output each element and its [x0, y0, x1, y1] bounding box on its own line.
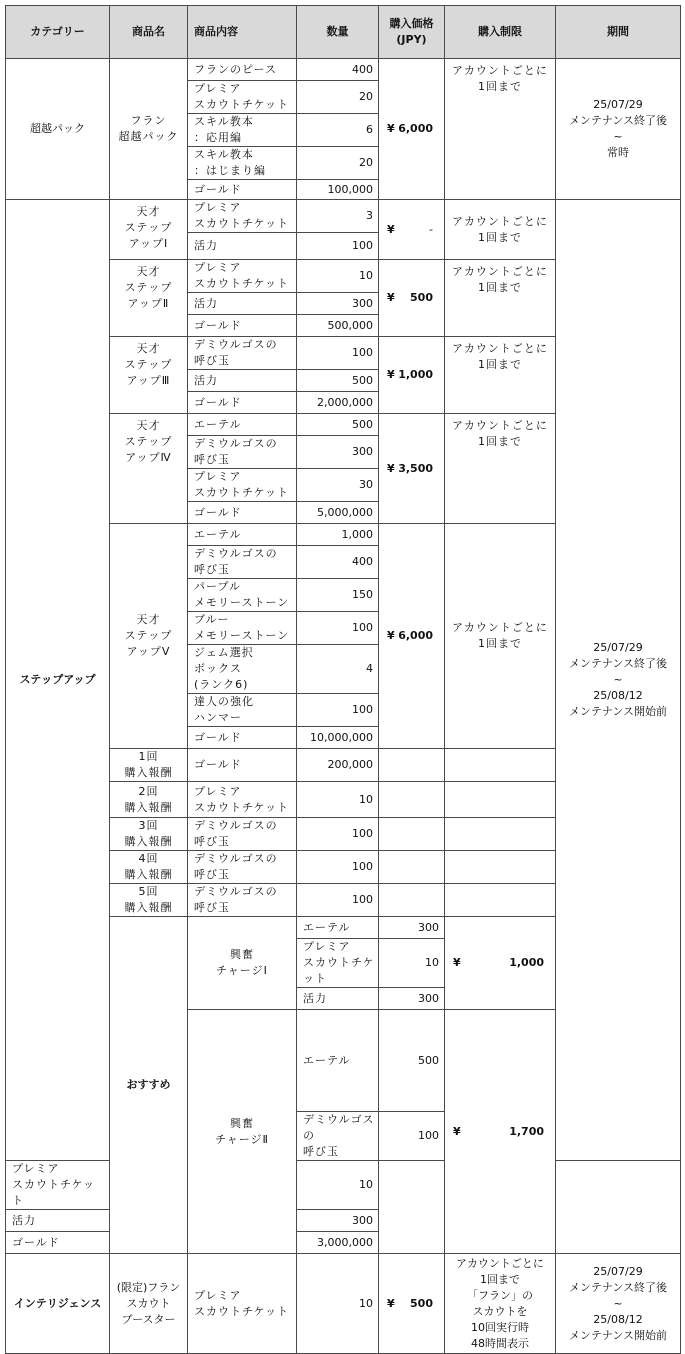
limit-cell: アカウントごとに 1回まで	[445, 260, 556, 337]
currency-symbol: ¥	[387, 291, 395, 304]
item-name: デミウルゴスの 呼び玉	[188, 337, 297, 370]
item-name: エーテル	[188, 414, 297, 436]
shop-table	[5, 5, 681, 1354]
header-category: カテゴリー	[6, 6, 110, 59]
item-qty: 10	[379, 939, 445, 988]
item-name: ゴールド	[188, 727, 297, 749]
item-name: 活力	[188, 233, 297, 260]
item-qty: 300	[379, 917, 445, 939]
price-value: 1,000	[398, 368, 433, 381]
price-cell-empty	[379, 884, 445, 917]
item-qty: 200,000	[297, 749, 379, 782]
currency-symbol: ¥	[387, 222, 395, 236]
item-qty: 300	[379, 988, 445, 1010]
currency-symbol: ¥	[387, 461, 395, 475]
product-cell: 天才 ステップ アップⅣ	[110, 414, 188, 524]
item-name: デミウルゴスの 呼び玉	[188, 884, 297, 917]
item-qty: 100	[297, 818, 379, 851]
item-qty: 100	[297, 694, 379, 727]
item-qty: 100	[297, 884, 379, 917]
header-contents: 商品内容	[188, 6, 297, 59]
item-name: エーテル	[188, 524, 297, 546]
item-qty: 10	[297, 782, 379, 818]
product-cell: 天才 ステップ アップⅠ	[110, 200, 188, 260]
item-qty: 500	[297, 414, 379, 436]
reward-product: 3回 購入報酬	[110, 818, 188, 851]
item-name: 活力	[297, 988, 379, 1010]
price-cell	[379, 260, 445, 337]
item-qty: 6	[297, 114, 379, 147]
period-cell: 25/07/29 メンテナンス終了後 ~ 常時	[556, 59, 681, 200]
item-qty: 400	[297, 546, 379, 579]
item-name: デミウルゴスの 呼び玉	[188, 851, 297, 884]
category-cell: ステップアップ	[6, 200, 110, 1161]
item-name: プレミア スカウトチケット	[188, 260, 297, 293]
reward-product: 1回 購入報酬	[110, 749, 188, 782]
period-cell: 25/07/29 メンテナンス終了後 ~ 25/08/12 メンテナンス開始前	[556, 1254, 681, 1354]
price-value: 1,000	[509, 956, 544, 969]
item-qty: 5,000,000	[297, 502, 379, 524]
item-qty: 500	[379, 1010, 445, 1112]
limit-cell: アカウントごとに 1回まで	[445, 337, 556, 414]
price-value: 500	[410, 291, 433, 304]
item-name: 達人の強化 ハンマー	[188, 694, 297, 727]
item-qty: 20	[297, 81, 379, 114]
item-name: プレミア スカウトチケット	[188, 1254, 297, 1354]
limit-cell-empty	[445, 851, 556, 884]
price-cell	[379, 1254, 445, 1354]
limit-cell: アカウントごとに 1回まで	[445, 200, 556, 260]
item-name: ゴールド	[188, 392, 297, 414]
table-row	[6, 59, 681, 81]
category-cell: 超越パック	[6, 59, 110, 200]
currency-symbol: ¥	[387, 629, 395, 642]
price-cell	[379, 414, 445, 524]
item-qty: 100	[379, 1112, 445, 1161]
price-cell	[379, 59, 445, 200]
item-name: ゴールド	[188, 315, 297, 337]
item-name: 活力	[188, 293, 297, 315]
item-name: 活力	[188, 370, 297, 392]
limit-cell: アカウントごとに 1回まで	[445, 414, 556, 524]
item-name: 活力	[6, 1210, 110, 1232]
item-name: デミウルゴスの 呼び玉	[297, 1112, 379, 1161]
item-qty: 10	[297, 260, 379, 293]
item-name: ゴールド	[6, 1232, 110, 1254]
price-value: 3,500	[398, 461, 433, 475]
item-qty: 300	[297, 436, 379, 469]
period-cell: 25/07/29 メンテナンス終了後 ~ 25/08/12 メンテナンス開始前	[556, 200, 681, 1161]
price-value: -	[429, 222, 433, 236]
item-qty: 1,000	[297, 524, 379, 546]
item-name: ブルー メモリーストーン	[188, 612, 297, 645]
limit-cell-empty	[445, 884, 556, 917]
header-product: 商品名	[110, 6, 188, 59]
price-value: 6,000	[398, 629, 433, 642]
item-name: プレミア スカウトチケット	[297, 939, 379, 988]
item-name: エーテル	[297, 1010, 379, 1112]
item-name: デミウルゴスの 呼び玉	[188, 818, 297, 851]
reward-product: 2回 購入報酬	[110, 782, 188, 818]
item-qty: 4	[297, 645, 379, 694]
price-cell-empty	[379, 782, 445, 818]
limit-cell: アカウントごとに 1回まで	[445, 59, 556, 200]
item-qty: 10,000,000	[297, 727, 379, 749]
price-cell	[445, 917, 556, 1010]
item-qty: 400	[297, 59, 379, 81]
limit-cell-empty	[445, 818, 556, 851]
product-cell: 天才 ステップ アップⅢ	[110, 337, 188, 414]
product-cell: フラン 超越パック	[110, 59, 188, 200]
product-cell: (限定)フラン スカウト ブースター	[110, 1254, 188, 1354]
item-qty: 20	[297, 147, 379, 180]
item-name: エーテル	[297, 917, 379, 939]
reward-product: 4回 購入報酬	[110, 851, 188, 884]
item-name: スキル教本 ：はじまり編	[188, 147, 297, 180]
item-qty: 300	[297, 1210, 379, 1232]
limit-cell: アカウントごとに 1回まで	[445, 524, 556, 749]
item-qty: 10	[297, 1254, 379, 1354]
reward-product: 5回 購入報酬	[110, 884, 188, 917]
limit-cell: アカウントごとに 1回まで 「フラン」の スカウトを 10回実行時 48時間表示	[445, 1254, 556, 1354]
table-row	[6, 1254, 681, 1354]
currency-symbol: ¥	[453, 1124, 461, 1138]
product-cell: 興奮 チャージⅠ	[188, 917, 297, 1010]
item-qty: 3,000,000	[297, 1232, 379, 1254]
item-qty: 500,000	[297, 315, 379, 337]
price-cell-empty	[379, 818, 445, 851]
currency-symbol: ¥	[387, 368, 395, 381]
table-row	[6, 200, 681, 233]
item-qty: 3	[297, 200, 379, 233]
table-row	[6, 1210, 681, 1232]
price-value: 6,000	[398, 122, 433, 135]
item-name: パープル メモリーストーン	[188, 579, 297, 612]
price-cell-empty	[379, 749, 445, 782]
product-cell: 天才 ステップ アップⅡ	[110, 260, 188, 337]
item-name: プレミア スカウトチケット	[188, 200, 297, 233]
table-row	[6, 1161, 681, 1210]
table-row	[6, 1232, 681, 1254]
item-qty: 2,000,000	[297, 392, 379, 414]
item-name: プレミア スカウトチケット	[188, 782, 297, 818]
item-name: プレミア スカウトチケット	[188, 81, 297, 114]
header-period: 期間	[556, 6, 681, 59]
item-name: デミウルゴスの 呼び玉	[188, 436, 297, 469]
item-qty: 150	[297, 579, 379, 612]
item-qty: 100	[297, 337, 379, 370]
price-cell	[379, 200, 445, 260]
category-cell: インテリジェンス	[6, 1254, 110, 1354]
item-name: スキル教本 ：応用編	[188, 114, 297, 147]
header-price: 購入価格 (JPY)	[379, 6, 445, 59]
item-name: ジェム選択 ボックス (ランク6)	[188, 645, 297, 694]
header-row	[6, 6, 681, 59]
price-cell-empty	[379, 851, 445, 884]
price-cell	[445, 1010, 556, 1254]
item-name: プレミア スカウトチケット	[188, 469, 297, 502]
item-qty: 500	[297, 370, 379, 392]
limit-cell-empty	[445, 749, 556, 782]
item-qty: 100	[297, 851, 379, 884]
item-name: ゴールド	[188, 749, 297, 782]
item-qty: 10	[297, 1161, 379, 1210]
currency-symbol: ¥	[387, 1296, 395, 1310]
item-name: フランのピース	[188, 59, 297, 81]
item-qty: 300	[297, 293, 379, 315]
item-name: ゴールド	[188, 502, 297, 524]
product-cell: 興奮 チャージⅡ	[188, 1010, 297, 1254]
price-value: 1,700	[509, 1124, 544, 1138]
price-cell	[379, 524, 445, 749]
item-name: デミウルゴスの 呼び玉	[188, 546, 297, 579]
item-qty: 100	[297, 233, 379, 260]
item-name: ゴールド	[188, 180, 297, 200]
item-qty: 100	[297, 612, 379, 645]
currency-symbol: ¥	[387, 122, 395, 135]
item-qty: 30	[297, 469, 379, 502]
currency-symbol: ¥	[453, 956, 461, 969]
item-name: プレミア スカウトチケット	[6, 1161, 110, 1210]
item-qty: 100,000	[297, 180, 379, 200]
category-cell: おすすめ	[110, 917, 188, 1254]
header-quantity: 数量	[297, 6, 379, 59]
price-cell	[379, 337, 445, 414]
limit-cell-empty	[445, 782, 556, 818]
price-value: 500	[410, 1296, 433, 1310]
product-cell: 天才 ステップ アップⅤ	[110, 524, 188, 749]
header-limit: 購入制限	[445, 6, 556, 59]
